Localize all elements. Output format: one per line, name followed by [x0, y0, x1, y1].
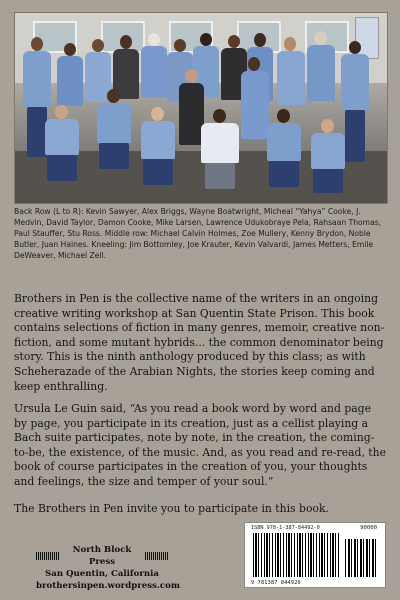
publisher-logo-bars [145, 552, 168, 560]
description-paragraph: Brothers in Pen is the collective name of the writers in an ongoing creative writing workshop at San Quentin State Prison. This book contains selections of fiction in many genres, memoir, creative non-fiction, and some mutant hybrids... the common denominator being story. This is the ninth anthology produced by this class; as with Scheherazade of the Arabian Nights, the stories keep coming and keep enthralling. [14, 292, 385, 393]
photo-caption: Back Row (L to R): Kevin Sawyer, Alex Briggs, Wayne Boatwright, Micheal “Yahya” Cooke, J. Medvin, David Taylor, Damon Cooke, Mike Larsen, Lawrence Udukobraye Pela, Rahsaan Thomas, Paul Stauffer, Stu Ross. Middle row: Michael Calvin Holmes, Zoe Mullery, Kenny Brydon, Noble Butler, Juan Haines. Kneeling: Jim Bottomley, Joe Krauter, Kevin Valvardi, James Metters, Emile DeWeaver, Michael Zell. [14, 207, 382, 260]
isbn-label: ISBN 978-1-387-84492-0 [251, 525, 320, 531]
isbn-barcode [244, 522, 386, 588]
isbn-digits: 9 781387 844920 [251, 580, 301, 586]
publisher-website: brothersinpen.wordpress.com [36, 581, 180, 591]
invitation-paragraph: The Brothers in Pen invite you to participate in this book. [14, 502, 329, 515]
publisher-logo-bars [36, 552, 59, 560]
publisher-location: San Quentin, California [45, 569, 159, 579]
publisher-name: North Block Press [72, 545, 132, 567]
barcode-bars [253, 533, 339, 577]
group-photo [14, 12, 388, 204]
price-code: 90000 [360, 525, 377, 531]
publisher-block [36, 544, 180, 592]
quote-paragraph: Ursula Le Guin said, “As you read a book word by word and page by page, you participate in its creation, just as a cellist playing a Bach suite participates, note by note, in the creation, the coming-to-be, the existence, of the music. And, as you read and re-read, the book of course participates in the creation of you, your thoughts and feelings, the size and temper of your soul.” [14, 402, 386, 488]
barcode-addon-bars [345, 539, 377, 577]
